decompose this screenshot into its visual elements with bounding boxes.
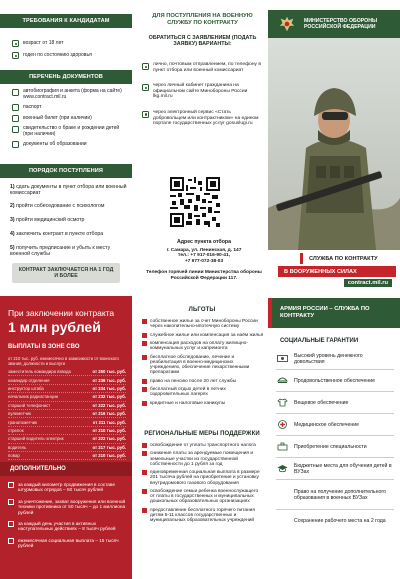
payments-header: ВЫПЛАТЫ В ЗОНЕ СВО bbox=[8, 344, 80, 350]
table-row: стрелок от 210 тыс. руб. bbox=[8, 427, 126, 435]
procedure-step: 4) заключить контракт в пункте отбора bbox=[10, 231, 104, 237]
requirement-item: возраст от 18 лет bbox=[12, 40, 130, 47]
phone-text: тел.: +7 917-016-90-41, bbox=[178, 253, 230, 259]
procedure-step: 5) получить предписание и убыть к месту военной службы bbox=[10, 245, 111, 257]
ministry-title: МИНИСТЕРСТВО ОБОРОНЫ РОССИЙСКОЙ ФЕДЕРАЦИИ bbox=[304, 17, 378, 30]
privileges-list bbox=[142, 319, 264, 409]
list-item: Бюджетные места для обучения детей в ВУЗах bbox=[276, 458, 394, 480]
shirt-icon bbox=[276, 398, 288, 408]
money-icon bbox=[8, 499, 14, 505]
application-options bbox=[142, 62, 264, 127]
accent-bar bbox=[268, 298, 272, 328]
table-row: старший водитель-электрик от 222 тыс. руб. bbox=[8, 435, 126, 443]
document-icon bbox=[12, 141, 19, 148]
option-item: лично, почтовым отправлением, по телефону в пункт отбора или военный комиссариат bbox=[142, 62, 264, 73]
army-title-box: АРМИЯ РОССИИ – СЛУЖБА ПО КОНТРАКТУ bbox=[268, 298, 400, 328]
table-row: пулеметчик от 216 тыс. руб. bbox=[8, 410, 126, 418]
money-icon bbox=[8, 538, 14, 544]
million-text: 1 млн рублей bbox=[8, 319, 101, 335]
list-item: Сохранение рабочего места на 2 года bbox=[276, 510, 394, 532]
procedure-steps bbox=[10, 184, 130, 257]
money-icon bbox=[8, 521, 14, 527]
emblem-icon bbox=[278, 15, 296, 33]
procedure-step: 2) пройти собеседование с психологом bbox=[10, 203, 105, 209]
work-icon bbox=[276, 442, 288, 452]
document-item: документы об образовании bbox=[12, 141, 128, 148]
list-item: Вещевое обеспечение bbox=[276, 392, 394, 414]
list-item: бесплатный отдых детей в летних оздоровительных лагерях bbox=[142, 387, 264, 397]
document-item: автобиография и анкета (форма на сайте) www.contract.mil.ru bbox=[12, 89, 128, 100]
document-icon bbox=[12, 104, 19, 111]
requirement-item: годен по состоянию здоровья bbox=[12, 52, 130, 59]
procedure-header: ПОРЯДОК ПОСТУПЛЕНИЯ bbox=[0, 164, 132, 178]
list-item: освобождение семьи ребенка военнослужащего от платы в государственных и муниципальных дошкольных образовательных организациях bbox=[142, 489, 264, 505]
payments-panel bbox=[0, 296, 132, 579]
list-item: право на пенсию после 20 лет службы bbox=[142, 379, 264, 384]
hotline-text: Телефон горячей линии Министерства обороны Российской Федерации 117. bbox=[146, 270, 262, 281]
address-block bbox=[140, 240, 268, 264]
document-item: свидетельство о браке и рождении детей (при наличии) bbox=[12, 126, 128, 137]
privileges-header: ЛЬГОТЫ bbox=[140, 304, 264, 316]
check-icon bbox=[12, 52, 19, 59]
regional-list bbox=[142, 443, 264, 527]
middle-title: ДЛЯ ПОСТУПЛЕНИЯ НА ВОЕННУЮ СЛУЖБУ ПО КОНТРАКТУ bbox=[152, 13, 253, 26]
check-icon bbox=[142, 63, 149, 70]
graduation-icon bbox=[276, 464, 288, 474]
list-item: единовременная социальная выплата в размере 201 тысяча рублей на приобретение и установку внутридомового газового оборудования bbox=[142, 470, 264, 486]
list-item: служебное жилье или компенсация за наём жилья bbox=[142, 333, 264, 338]
payments-note: от 210 тыс. руб. ежемесячно в зависимости от воинского звания, должности и выслуги bbox=[8, 356, 119, 366]
money-icon bbox=[8, 482, 14, 488]
list-item: снижение платы за арендуемые помещения и земельные участки из государственной собственности до 1 рубля за год bbox=[142, 451, 264, 467]
check-icon bbox=[12, 40, 19, 47]
graduation-icon bbox=[276, 490, 288, 500]
requirements-header: ТРЕБОВАНИЯ К КАНДИДАТАМ bbox=[0, 14, 132, 28]
banner-line-1: СЛУЖБА ПО КОНТРАКТУ bbox=[300, 253, 396, 264]
option-item: через электронный сервис «Стать добровольцем или контрактником» на едином портале государственных услуг gosuslugi.ru bbox=[142, 110, 264, 127]
additional-header: ДОПОЛНИТЕЛЬНО bbox=[0, 462, 132, 476]
document-item: паспорт bbox=[12, 104, 128, 111]
table-row: повар от 210 тыс. руб. bbox=[8, 452, 126, 460]
list-item: освобождение от уплаты транспортного налога bbox=[142, 443, 264, 448]
document-item: военный билет (при наличии) bbox=[12, 115, 128, 122]
money-icon bbox=[276, 354, 288, 364]
document-icon bbox=[12, 115, 19, 122]
check-icon bbox=[142, 111, 149, 118]
payments-table bbox=[8, 368, 126, 460]
list-item: предоставление бесплатного горячего питания детям 5-11 классов государственных и муниципальных образовательных учреждений bbox=[142, 508, 264, 524]
table-row: командир отделения от 236 тыс. руб. bbox=[8, 376, 126, 384]
list-item: за уничтожение, захват вооружения или военной техники противника от 50 тысяч – до 1 миллиона рублей bbox=[8, 499, 126, 515]
list-item: за каждый день участия в активных наступательных действиях – 8 тысяч рублей bbox=[8, 521, 126, 532]
soldier-photo bbox=[268, 38, 400, 250]
requirements-list bbox=[12, 40, 130, 59]
list-item: Право на получение дополнительного образования в военных ВУЗах bbox=[276, 480, 394, 510]
list-item: собственное жилье за счет Минобороны России через накопительно-ипотечную систему bbox=[142, 319, 264, 329]
table-row: водитель от 217 тыс. руб. bbox=[8, 444, 126, 452]
list-item: за каждый километр продвижения в составе штурмовых отрядов – 50 тысяч рублей bbox=[8, 482, 126, 493]
phone-text: +7 977-072-38-03 bbox=[184, 258, 224, 264]
table-row: старший телефонист от 222 тыс. руб. bbox=[8, 402, 126, 410]
list-item: ежемесячная социальная выплата – 15 тысяч рублей bbox=[8, 538, 126, 549]
procedure-step: 1) сдать документы в пункт отбора или военный комиссариат bbox=[10, 184, 127, 196]
list-item: компенсация расходов на оплату жилищно-коммунальных услуг и капремонта bbox=[142, 341, 264, 351]
at-contract-text: При заключении контракта bbox=[8, 308, 115, 318]
guarantees-list bbox=[276, 348, 394, 532]
check-icon bbox=[142, 84, 149, 91]
list-item: Продовольственное обеспечение bbox=[276, 370, 394, 392]
site-link[interactable]: contract.mil.ru bbox=[344, 279, 392, 287]
document-icon bbox=[12, 89, 19, 96]
documents-header: ПЕРЕЧЕНЬ ДОКУМЕНТОВ bbox=[0, 70, 132, 84]
list-item: Медицинское обеспечение bbox=[276, 414, 394, 436]
document-icon bbox=[12, 126, 19, 133]
address-text: г. Самара, ул. Ленинская, д. 147 bbox=[166, 247, 242, 253]
list-item: Приобретение специальности bbox=[276, 436, 394, 458]
social-header: СОЦИАЛЬНЫЕ ГАРАНТИИ bbox=[280, 338, 359, 344]
banner-line-2: В ВООРУЖЕННЫХ СИЛАХ bbox=[278, 266, 396, 277]
service-banner bbox=[268, 250, 400, 290]
contract-term-box: КОНТРАКТ ЗАКЛЮЧАЕТСЯ НА 1 ГОД И БОЛЕЕ bbox=[12, 263, 120, 283]
regional-header: РЕГИОНАЛЬНЫЕ МЕРЫ ПОДДЕРЖКИ bbox=[140, 428, 264, 440]
option-item: через личный кабинет гражданина на официальном сайте Минобороны России lkg.mil.ru bbox=[142, 83, 264, 100]
address-title: Адрес пункта отбора bbox=[177, 239, 231, 245]
qr-code[interactable] bbox=[170, 177, 220, 227]
middle-subtitle: ОБРАТИТЬСЯ С ЗАЯВЛЕНИЕМ (ПОДАТЬ ЗАЯВКУ) ВАРИАНТЫ: bbox=[148, 35, 257, 48]
work-icon bbox=[276, 516, 288, 526]
table-row: начальник радиостанции от 232 тыс. руб. bbox=[8, 393, 126, 401]
table-row: гранатометчик от 211 тыс. руб. bbox=[8, 418, 126, 426]
additional-list bbox=[8, 482, 126, 549]
medical-icon bbox=[276, 420, 288, 430]
table-row: инструктор штаба от 234 тыс. руб. bbox=[8, 385, 126, 393]
procedure-step: 3) пройти медицинский осмотр bbox=[10, 217, 85, 223]
table-row: заместитель командира взвода от 250 тыс. руб. bbox=[8, 368, 126, 376]
list-item: Высокий уровень денежного довольствия bbox=[276, 348, 394, 370]
food-icon bbox=[276, 376, 288, 386]
list-item: кредитные и налоговые каникулы bbox=[142, 401, 264, 406]
ministry-header bbox=[268, 10, 400, 38]
documents-list bbox=[12, 89, 128, 148]
list-item: бесплатное обследование, лечение и реабилитация в военно-медицинских учреждениях, обеспечение лекарственными препаратами bbox=[142, 355, 264, 376]
